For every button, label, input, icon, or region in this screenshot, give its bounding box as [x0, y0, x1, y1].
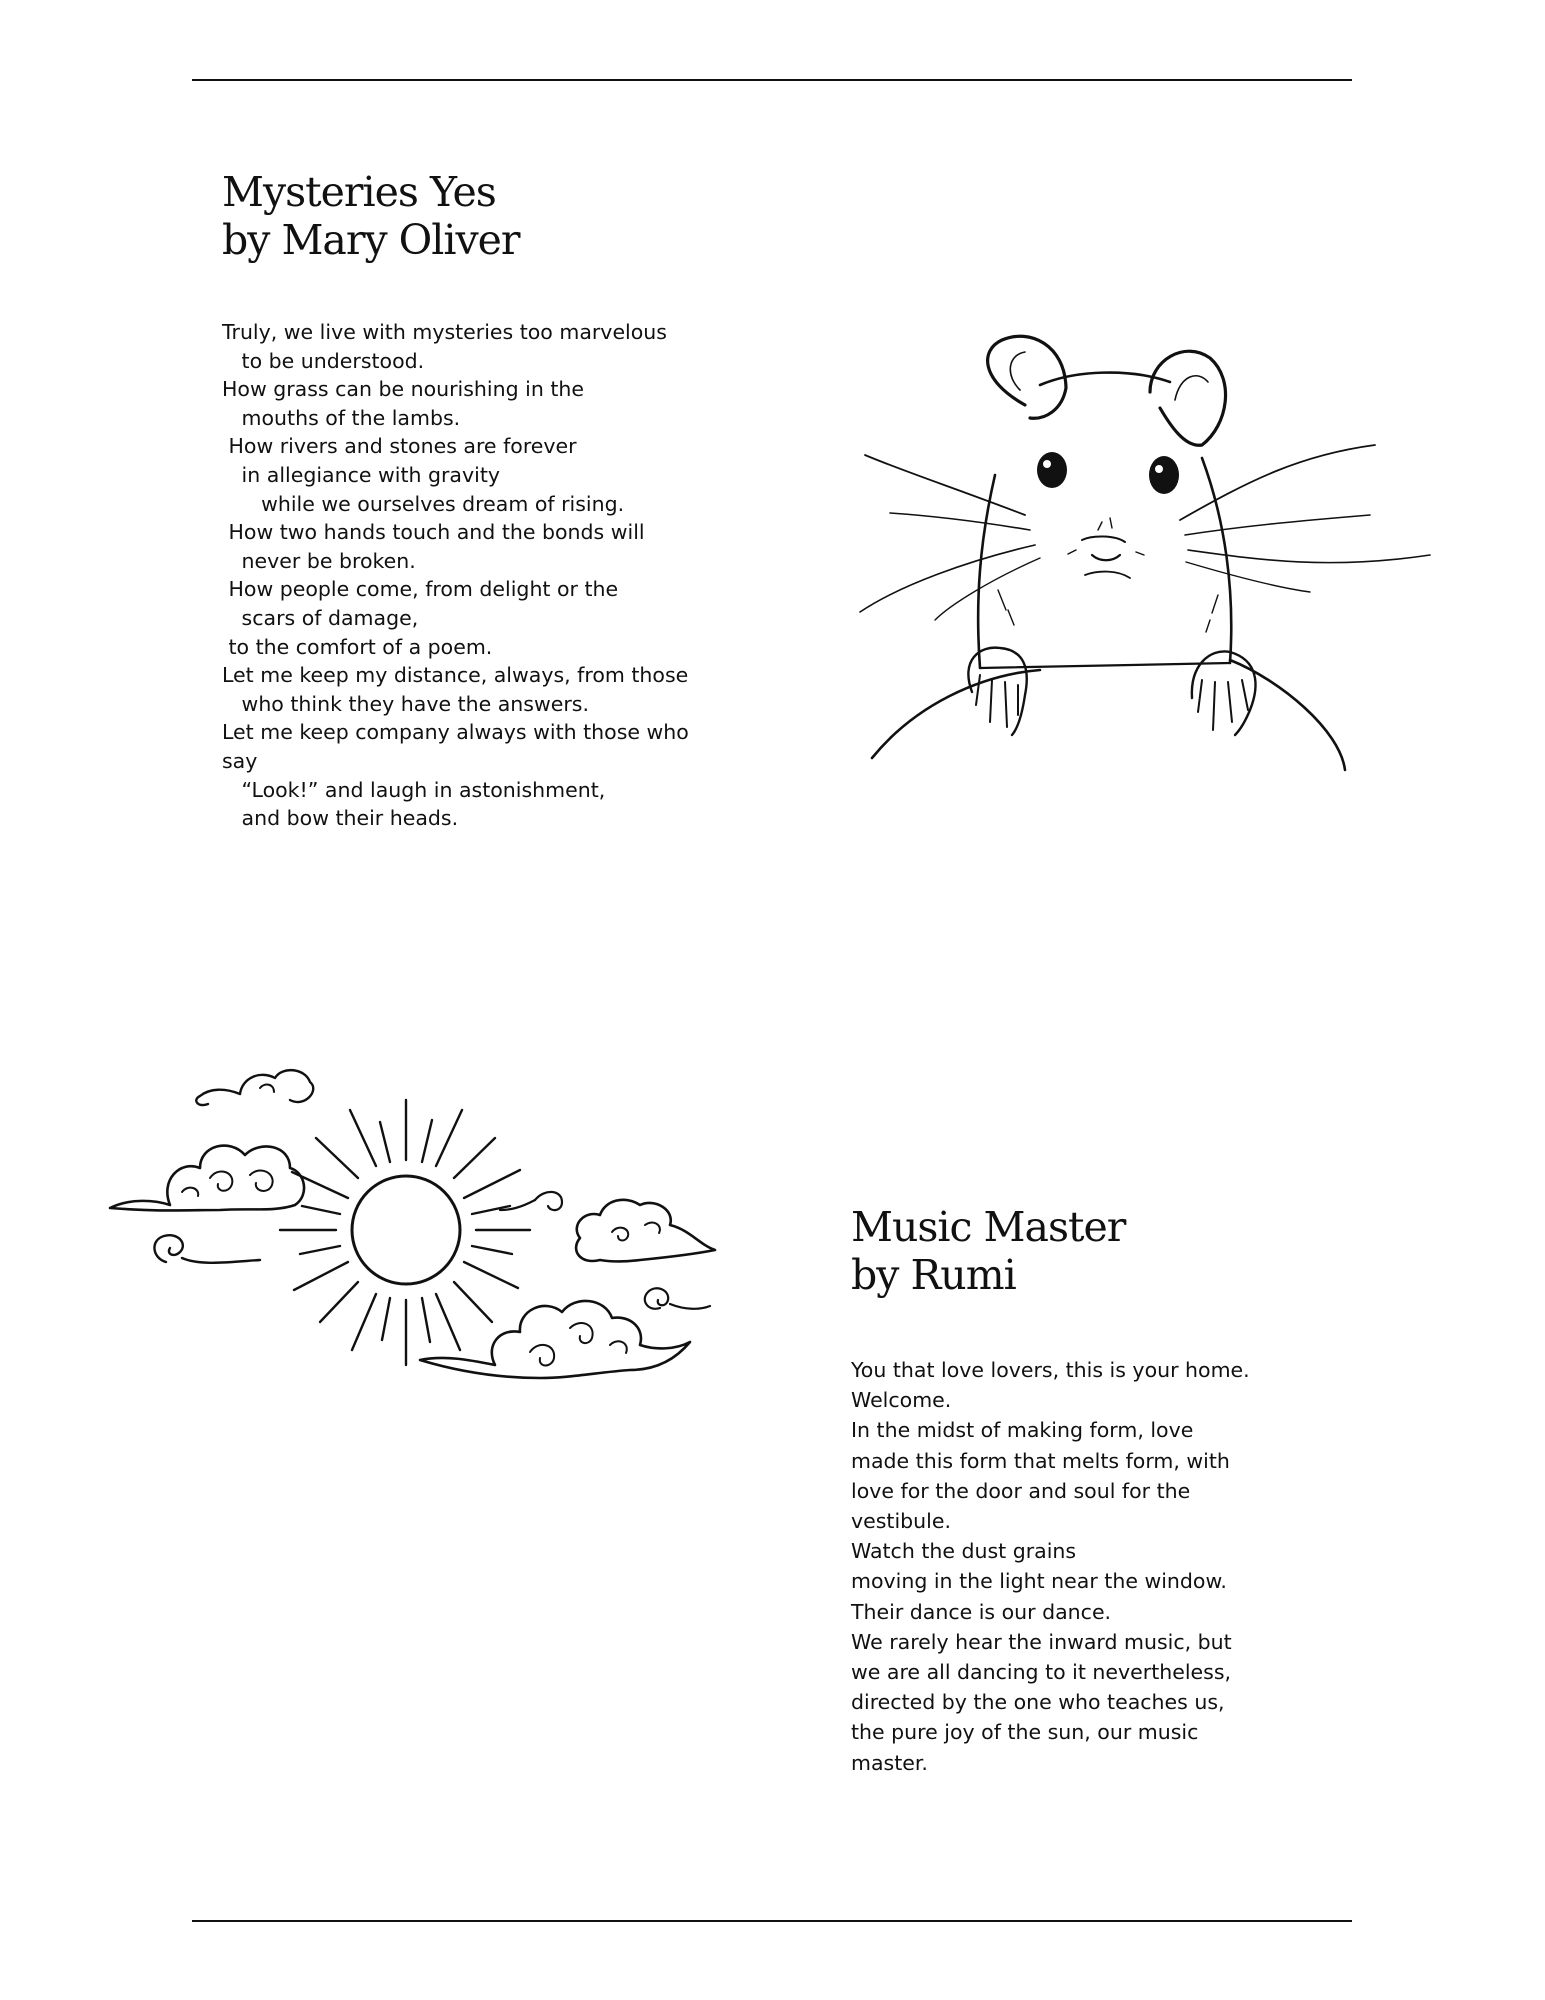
mouse-illustration	[830, 330, 1460, 780]
poem-line: Let me keep company always with those who	[222, 720, 689, 745]
poem-line: directed by the one who teaches us,	[851, 1690, 1225, 1715]
poem-line: who think they have the answers.	[222, 691, 589, 716]
poem-line: and bow their heads.	[222, 806, 459, 831]
poem-line: we are all dancing to it nevertheless,	[851, 1660, 1232, 1685]
poem-line: the pure joy of the sun, our music	[851, 1720, 1199, 1745]
poem-line: to the comfort of a poem.	[222, 634, 493, 659]
poem-line: say	[222, 748, 258, 773]
poem-line: Watch the dust grains	[851, 1539, 1077, 1564]
poem-line: moving in the light near the window.	[851, 1569, 1227, 1594]
poem-line: while we ourselves dream of rising.	[222, 491, 625, 516]
poem-line: “Look!” and laugh in astonishment,	[222, 777, 606, 802]
top-divider	[192, 79, 1352, 81]
poem-line: master.	[851, 1750, 928, 1775]
poem-line: Their dance is our dance.	[851, 1599, 1112, 1624]
poem-line: How people come, from delight or the	[222, 577, 619, 602]
poem-line: Truly, we live with mysteries too marvelous	[222, 320, 667, 344]
poem-line: love for the door and soul for the	[851, 1478, 1191, 1503]
poem-line: made this form that melts form, with	[851, 1448, 1230, 1473]
poem-line: Let me keep my distance, always, from those	[222, 663, 689, 688]
poem-line: Welcome.	[851, 1388, 952, 1413]
poem-line: in allegiance with gravity	[222, 462, 500, 487]
sun-clouds-illustration	[100, 1060, 720, 1420]
sun-rays-icon	[280, 1100, 530, 1365]
poem-line: mouths of the lambs.	[222, 405, 461, 430]
poem-line: In the midst of making form, love	[851, 1418, 1194, 1443]
poem-title-mysteries-yes	[222, 168, 520, 264]
poem-line: to be understood.	[222, 348, 425, 373]
bottom-divider	[192, 1920, 1352, 1922]
poem-body-music-master	[851, 1355, 1250, 1778]
poem-line: How grass can be nourishing in the	[222, 377, 584, 402]
poem-title: Mysteries Yes	[222, 168, 496, 216]
poem-line: never be broken.	[222, 548, 416, 573]
poem-line: You that love lovers, this is your home.	[851, 1358, 1250, 1382]
poem-line: We rarely hear the inward music, but	[851, 1629, 1232, 1654]
poem-line: vestibule.	[851, 1509, 951, 1534]
poem-line: How rivers and stones are forever	[222, 434, 577, 459]
poem-line: How two hands touch and the bonds will	[222, 520, 645, 545]
poem-line: scars of damage,	[222, 605, 419, 630]
poem-title-music-master	[851, 1203, 1125, 1299]
poem-title: Music Master	[851, 1203, 1126, 1251]
poem-author: by Mary Oliver	[222, 216, 520, 264]
poem-body-mysteries-yes	[222, 318, 689, 833]
poem-author: by Rumi	[851, 1251, 1016, 1299]
